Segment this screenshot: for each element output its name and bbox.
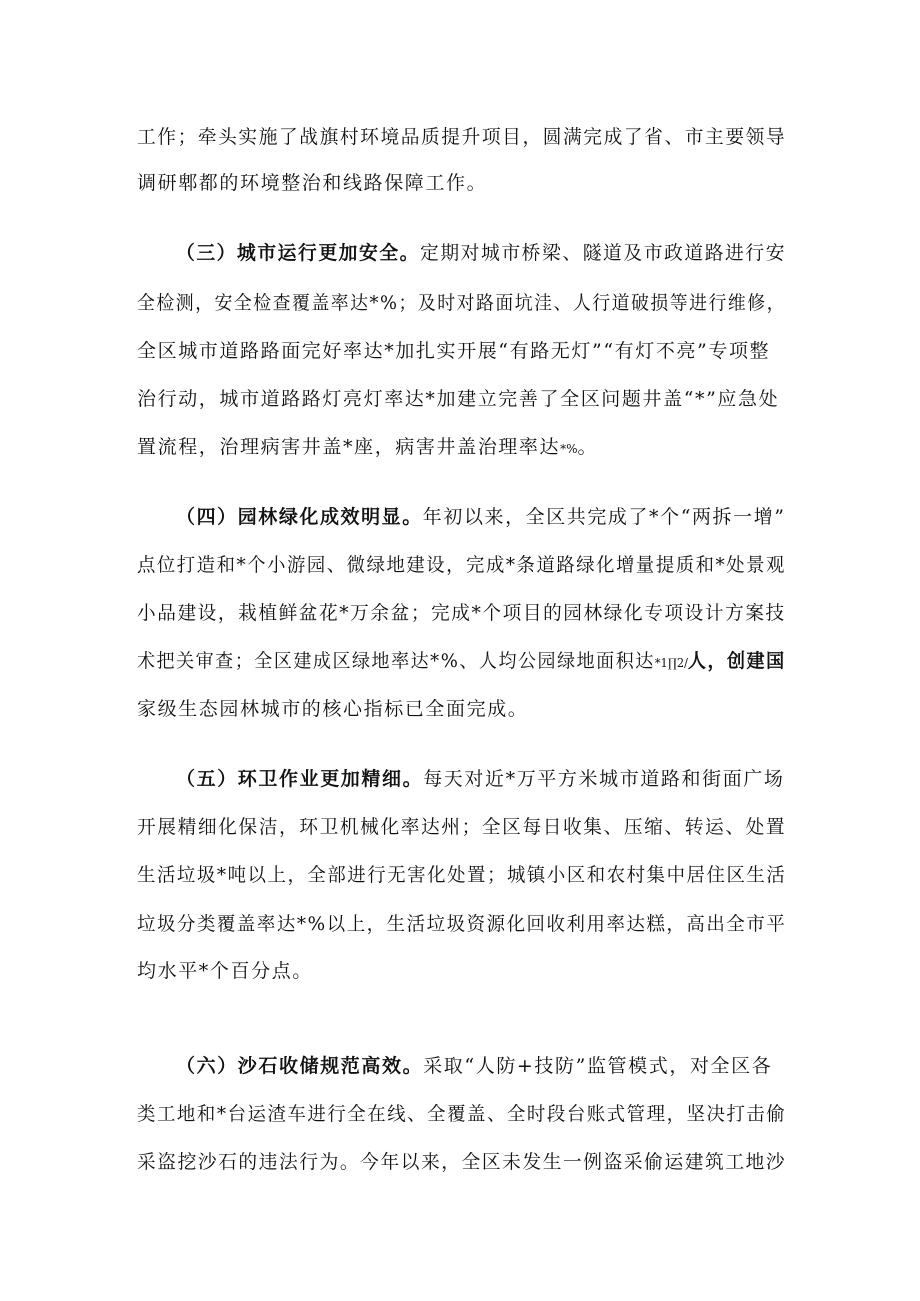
p2-line-1: （三）城市运行更加安全。定期对城市桥梁、隧道及市政道路进行安 <box>176 242 787 264</box>
section-heading-3: （三）城市运行更加安全。 <box>176 242 421 264</box>
p5-line-3: 采盗挖沙石的违法行为。今年以来，全区未发生一例盗采偷运建筑工地沙 <box>137 1151 787 1173</box>
p3-line-5: 家级生态园林城市的核心指标已全面完成。 <box>137 698 529 720</box>
p1-line-2: 调研郫都的环境整治和线路保障工作。 <box>137 172 488 194</box>
p4-line-4: 垃圾分类覆盖率达*%以上，生活垃圾资源化回收利用率达糕，高出全市平 <box>137 913 787 935</box>
p3-line-4: 术把关审查；全区建成区绿地率达*%、人均公园绿地面积达*1∏2/人，创建国 <box>137 650 786 672</box>
p2-line-5: 置流程，治理病害井盖*座，病害井盖治理率达*%。 <box>137 436 599 458</box>
p4-line-3: 生活垃圾*吨以上，全部进行无害化处置；城镇小区和农村集中居住区生活 <box>137 864 787 886</box>
p1-line-1: 工作；牵头实施了战旗村环境品质提升项目，圆满完成了省、市主要领导 <box>137 126 787 148</box>
p3-line-2: 点位打造和*个小游园、微绿地建设，完成*条道路绿化增量提质和*处景观 <box>137 554 786 576</box>
p2-line-3: 全区城市道路路面完好率达*加扎实开展“有路无灯”“有灯不亮”专项整 <box>137 340 771 362</box>
p5-line-2: 类工地和*台运渣车进行全在线、全覆盖、全时段台账式管理，坚决打击偷 <box>137 1103 787 1125</box>
p4-line-1: （五）环卫作业更加精细。每天对近*万平方米城市道路和街面广场 <box>176 768 785 790</box>
section-heading-5: （五）环卫作业更加精细。 <box>176 768 424 790</box>
p2-line-2: 全检测，安全检查覆盖率达*%；及时对路面坑洼、人行道破损等进行维修， <box>137 292 786 314</box>
p4-line-5: 均水平*个百分点。 <box>137 960 313 982</box>
p4-line-2: 开展精细化保洁，环卫机械化率达州；全区每日收集、压缩、转运、处置 <box>137 816 787 838</box>
p5-line-1: （六）沙石收储规范高效。采取“人防+技防”监管模式，对全区各 <box>176 1055 773 1077</box>
p2-line-4: 治行动，城市道路路灯亮灯率达*加建立完善了全区问题井盖“*”应急处 <box>137 388 780 410</box>
section-heading-4: （四）园林绿化成效明显。 <box>176 506 423 528</box>
p3-line-1: （四）园林绿化成效明显。年初以来，全区共完成了*个“两拆一增” <box>176 506 786 528</box>
p3-line-3: 小品建设，栽植鲜盆花*万余盆；完成*个项目的园林绿化专项设计方案技 <box>137 602 786 624</box>
section-heading-6: （六）沙石收储规范高效。 <box>176 1055 424 1077</box>
